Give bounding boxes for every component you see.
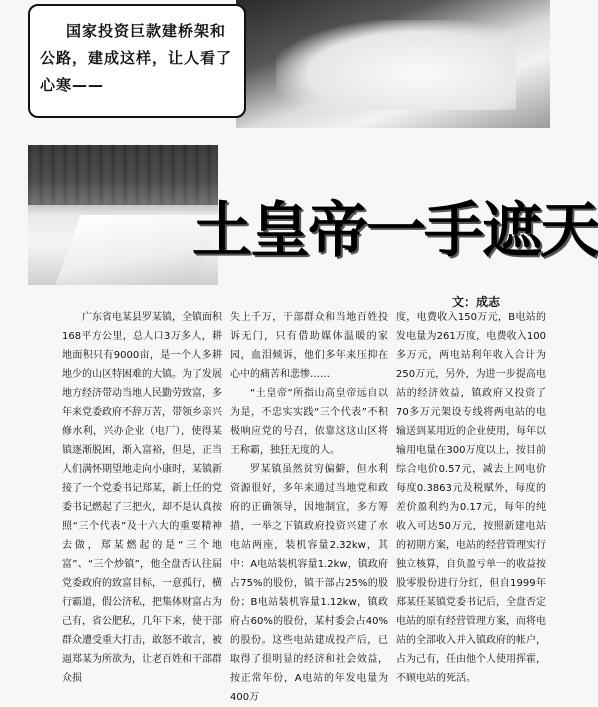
article-column-3 (396, 308, 546, 684)
top-photo-road (236, 0, 550, 128)
column-3-paragraph-1: 度，电费收入150万元，B电站的发电量为261万度，电费收入100多万元，两电站利年收入合计为250万元，另外，为进一步提高电站的经济效益，镇政府又投资了70多万元架设专线将两电站的电输送到某用近的企业使用，每年以输用电量在300万度以上，按目前综合电价0.57元，减去上网电价每度0.3863元及税赋外，每度的差价盈利约为0.17元，每年的纯收入可达50万元，按照新建电站的初期方案，电站的经营管理实行独立核算，自负盈亏单一的收益按股零股份进行分红，但自1999年郑某任某镇党委书记后，全盘否定电站的原有经营管理方案，而将电站的全部收入并入镇政府的帐户，占为己有，任由他个人使用挥霍，不顾电站的死活。 (396, 312, 546, 684)
article-column-2 (230, 308, 388, 703)
article-column-1 (62, 308, 222, 684)
column-2-paragraph-3: 罗某镇虽然贫穷偏僻，但水利资源很好，多年来通过当地党和政府的正确领导，因地制宜，多方筹措，一举之下镇政府投资兴建了水电站两座，装机容量2.32kw，其中：A电站装机容量1.2kw，镇政府占75%的股份，镇干部占25%的股份；B电站装机容量1.12kw，镇政府占60%的股份，某村委会占40%的股份。这些电站建成投产后，已取得了很明显的经济和社会效益，按正常年份，A电站的年发电量为400万 (230, 464, 388, 703)
intro-callout-paragraph: 国家投资巨款建桥架和公路，建成这样，让人看了心寒—— (40, 22, 233, 94)
article-headline: 土皇帝一手遮天 (192, 196, 598, 266)
left-photo-road (28, 145, 218, 285)
top-photo-road-surface (276, 20, 516, 110)
column-2-paragraph-1: 失上千万，干部群众和当地百姓投诉无门，只有借助媒体温暖的家园，血泪倾诉，他们多年来压抑在心中的痛苦和悲惨…… (230, 312, 388, 380)
left-photo-trees (28, 145, 218, 205)
column-1-paragraph-1: 广东省电某县罗某镇，全镇面积168平方公里，总人口3万多人，耕地面积只有9000亩，是一个人多耕地少的山区特困难的大镇。为了发展地方经济带动当地人民勤劳致富，多年来党委政府不辞万苦，带领乡亲兴修水利，兴办企业（电厂），使得某镇逐渐脱困，渐入富裕，但是，正当人们满怀期望地走向小康时，某镇新接了一个党委书记郑某，新上任的党委书记燃起了三把火，却不是认真按照“三个代表”及十六大的重要精神去做，郑某燃起的是“三个地富”、“三个炒镇”，他全盘否认往届党委政府的致富目标，一意孤行，横行霸道，假公济私，把集体财富占为己有，省公肥私，几年下来，使干部群众遭受重大打击，敢怒不敢言，被逼郑某为所欲为，让老百姓和干部群众损 (62, 312, 222, 684)
article-byline: 文：成志 (452, 295, 501, 309)
column-2-paragraph-2: “土皇帝”所指山高皇帝远自以为是，不忠实实践“三个代表”不积极响应党的号召，依靠这这山区将王称霸，独狂无度的人。 (230, 388, 388, 456)
intro-callout-box (28, 4, 246, 118)
intro-callout-text (40, 18, 240, 99)
